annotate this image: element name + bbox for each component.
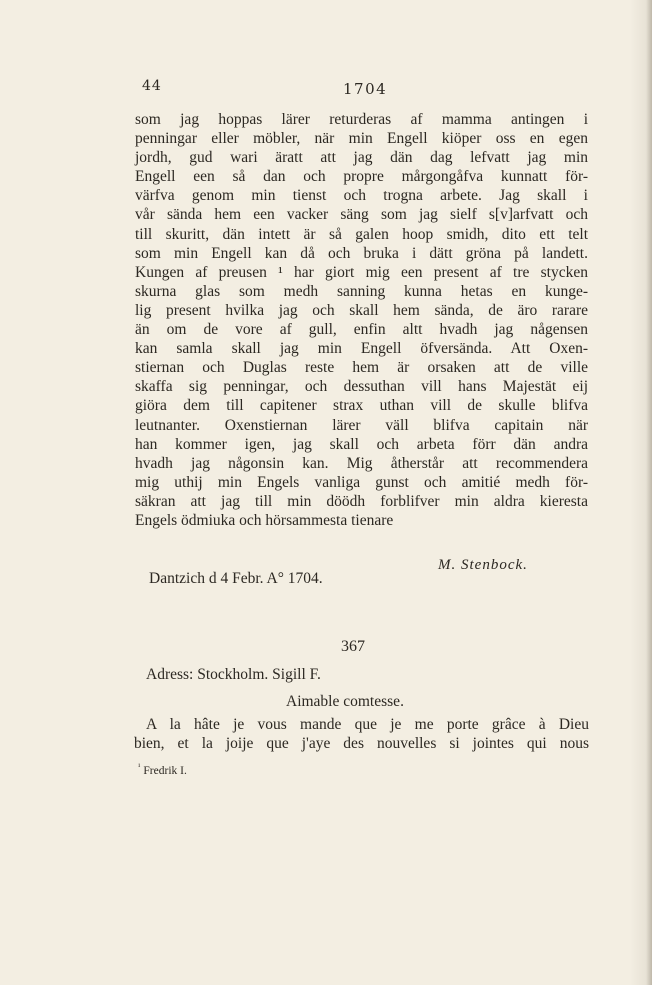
text-line: bien, et la joije que j'aye des nouvelles si jointes qui nous: [134, 735, 589, 753]
text-line: än om de vore af gull, enfin altt hvadh jag någensen: [135, 321, 588, 339]
page-number: 44: [142, 78, 162, 94]
page-edge-shadow: [646, 0, 652, 985]
signature: M. Stenbock.: [438, 557, 528, 573]
text-line: jordh, gud wari äratt att jag dän dag lefvatt jag min: [135, 149, 588, 167]
text-line: som jag hoppas lärer returderas af mamma antingen i: [135, 111, 588, 128]
text-line: penningar eller möbler, när min Engell kiöper oss en egen: [135, 130, 588, 148]
text-line: säkran att jag till min döödh forblifver min aldra kieresta: [135, 492, 588, 510]
text-line: till skuritt, dän intett är så galen hoop smidh, dito ett telt: [135, 225, 588, 243]
footnote-text: Fredrik I.: [143, 764, 187, 777]
footnote: [138, 762, 187, 777]
text-line: mig uthij min Engels vanliga gunst och amitié medh för-: [135, 473, 588, 491]
text-line: Kungen af preusen ¹ har giort mig een present af tre stycken: [135, 263, 588, 281]
footnote-marker: ¹: [138, 762, 141, 771]
text-line: som min Engell kan då och bruka i dätt gröna på landett.: [135, 244, 588, 262]
salutation: Aimable comtesse.: [286, 693, 404, 710]
text-line: han kommer igen, jag skall och arbeta förr dän andra: [135, 435, 588, 453]
text-line: A la hâte je vous mande que je me porte grâce à Dieu: [146, 716, 589, 733]
letter-number: 367: [341, 638, 365, 655]
text-line-last: Engels ödmiuka och hörsammesta tienare: [135, 511, 394, 529]
text-line: värfva genom min tienst och trogna arbete. Jag skall i: [135, 187, 588, 205]
text-line: lig present hvilka jag och skall hem sända, de äro rarare: [135, 301, 588, 319]
text-line: hvadh jag någonsin kan. Mig åtherstår att recommendera: [135, 454, 588, 472]
address-line: Adress: Stockholm. Sigill F.: [146, 666, 321, 683]
text-line: kan samla skall jag min Engell öfversända. Att Oxen-: [135, 340, 588, 358]
text-line: Engell een så dan och propre mårgongåfva kunnatt för-: [135, 168, 588, 186]
text-line: skurna glas som medh sanning kunna hetas en kunge-: [135, 282, 588, 300]
text-line: vår sända hem een vacker säng som jag sielf s[v]arfvatt och: [135, 206, 588, 224]
text-line: leutnanter. Oxenstiernan lärer väll blifva capitain när: [135, 416, 588, 434]
text-line: skaffa sig penningar, och dessuthan vill hans Majestät eij: [135, 378, 588, 396]
letter-body: [135, 110, 588, 530]
text-line: stiernan och Duglas reste hem är orsaken att de ville: [135, 359, 588, 377]
french-letter-body: [134, 715, 589, 753]
running-head-year: 1704: [343, 80, 388, 98]
dateline: Dantzich d 4 Febr. A° 1704.: [149, 570, 323, 587]
text-line: giöra dem till capitener strax uthan vill de skulle blifva: [135, 397, 588, 415]
